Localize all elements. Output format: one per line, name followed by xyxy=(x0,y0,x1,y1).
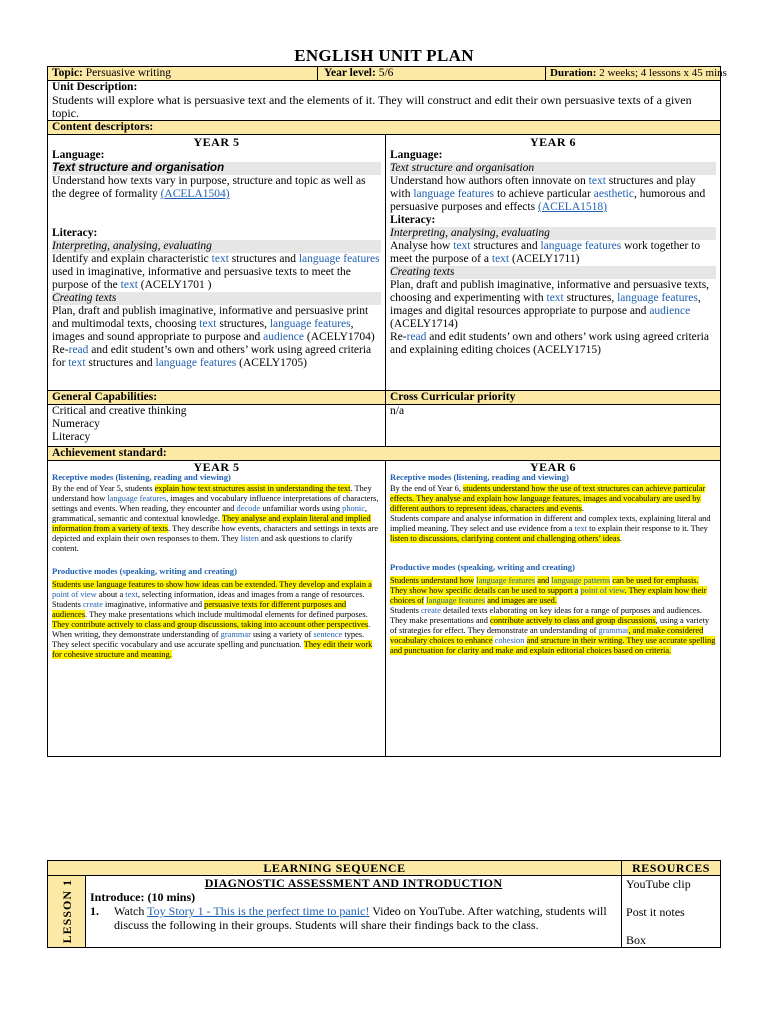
lesson-1-resources: YouTube clip Post it notes Box xyxy=(622,876,721,948)
general-capabilities-label: General Capabilities: xyxy=(48,391,386,405)
general-capabilities-list: Critical and creative thinking Numeracy Literacy xyxy=(48,405,386,447)
lesson-1-label: LESSON 1 xyxy=(59,879,74,944)
lesson-1-label-cell xyxy=(48,876,86,948)
acela1518-link[interactable]: (ACELA1518) xyxy=(537,201,607,213)
duration-cell: Duration: 2 weeks; 4 lessons x 45 mins xyxy=(546,67,721,81)
content-year6: YEAR 6 Language: Text structure and organisation Understand how authors often innovate on text structures and play with language features to achieve particular aesthetic, humorous and persuasive purposes and effects (ACELA1518) Literacy: Interpreting, analysing, evaluating Analyse how text structures and language features work together to meet the purpose of a text (ACELY1711) Creating texts Plan, draft and publish imaginative, informative and persuasive texts, choosing and experimenting with text structures, language features, images and digital resources appropriate to purpose and audience (ACELY1714) Re-read and edit students’ own and others’ work using agreed criteria and explaining editing choices (ACELY1715) xyxy=(386,135,721,391)
learning-sequence-heading: LEARNING SEQUENCE xyxy=(48,861,622,876)
acela1504-link[interactable]: (ACELA1504) xyxy=(160,188,230,200)
toy-story-video-link[interactable]: Toy Story 1 - This is the perfect time to panic! xyxy=(147,904,370,918)
cross-curricular-value: n/a xyxy=(386,405,721,447)
unit-description: Unit Description: Students will explore what is persuasive text and the elements of it. They will construct and edit their own persuasive texts of a given topic. xyxy=(48,81,721,121)
topic-cell: Topic: Persuasive writing xyxy=(48,67,318,81)
resources-heading: RESOURCES xyxy=(622,861,721,876)
year-level-cell: Year level: 5/6 xyxy=(318,67,546,81)
lesson-1-content: DIAGNOSTIC ASSESSMENT AND INTRODUCTION Introduce: (10 mins) 1. Watch Toy Story 1 - This is the perfect time to panic! Video on YouTube. After watching, students will discuss the following in their groups. Students will share their findings back to the class. xyxy=(86,876,622,948)
achievement-year5: YEAR 5 Receptive modes (listening, reading and viewing) By the end of Year 5, students explain how text structures assist in understanding the text. They understand how language features, images and vocabulary influence interpretations of characters, settings and events. When reading, they encounter and decode unfamiliar words using phonic, grammatical, semantic and contextual knowledge. They analyse and explain literal and implied information from a variety of texts. They describe how events, characters and settings in texts are depicted and explain their own responses to them. They listen and ask questions to clarify content. Productive modes (speaking, writing and creating) Students use language features to show how ideas can be extended. They develop and explain a point of view about a text, selecting information, ideas and images from a range of resources. Students create imaginative, informative and persuasive texts for different purposes and audiences. They make presentations which include multimodal elements for defined purposes. They contribute actively to class and group discussions, taking into account other perspectives. When writing, they demonstrate understanding of grammar using a variety of sentence types. They select specific vocabulary and use accurate spelling and punctuation. They edit their work for cohesive structure and meaning. xyxy=(48,461,386,757)
achievement-label: Achievement standard: xyxy=(48,447,721,461)
achievement-year6: YEAR 6 Receptive modes (listening, reading and viewing) By the end of Year 6, students understand how the use of text structures can achieve particular effects. They analyse and explain how language features, images and vocabulary are used by different authors to represent ideas, characters and events. Students compare and analyse information in different and complex texts, explaining literal and implied meaning. They select and use evidence from a text to explain their response to it. They listen to discussions, clarifying content and challenging others’ ideas. Productive modes (speaking, writing and creating) Students understand how language features and language patterns can be used for emphasis. They show how specific details can be used to support a point of view. They explain how their choices of language features and images are used. Students create detailed texts elaborating on key ideas for a range of purposes and audiences. They make presentations and contribute actively to class and group discussions, using a variety of strategies for effect. They demonstrate an understanding of grammar, and make considered vocabulary choices to enhance cohesion and structure in their writing. They use accurate spelling and punctuation for clarity and make and explain editorial choices based on criteria. xyxy=(386,461,721,757)
cross-curricular-label: Cross Curricular priority xyxy=(386,391,721,405)
content-year5: YEAR 5 Language: Text structure and organisation Understand how texts vary in purpose, structure and topic as well as the degree of formality (ACELA1504) Literacy: Interpreting, analysing, evaluating Identify and explain characteristic text structures and language features used in imaginative, informative and persuasive texts to meet the purpose of the text (ACELY1701 ) Creating texts Plan, draft and publish imaginative, informative and persuasive print and multimodal texts, choosing text structures, language features, images and sound appropriate to purpose and audience (ACELY1704) Re-read and edit student’s own and others’ work using agreed criteria for text structures and language features (ACELY1705) xyxy=(48,135,386,391)
unit-plan-table xyxy=(47,66,727,757)
content-descriptors-label: Content descriptors: xyxy=(48,121,721,135)
page-title: ENGLISH UNIT PLAN xyxy=(294,46,474,65)
learning-sequence-table xyxy=(47,860,721,948)
